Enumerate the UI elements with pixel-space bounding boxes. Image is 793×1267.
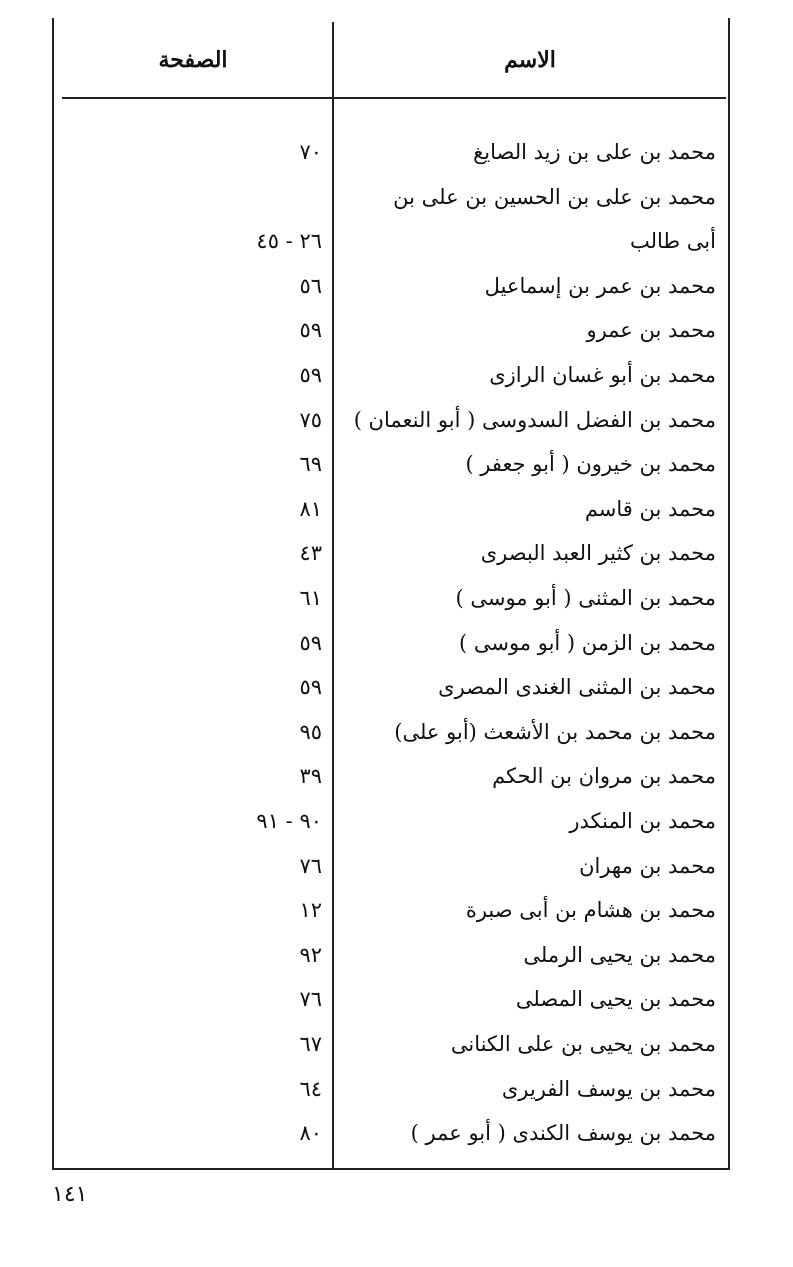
entry-page: ٥٩ <box>299 675 322 700</box>
entry-name: محمد بن عمرو <box>586 318 716 343</box>
entry-name: محمد بن على بن زيد الصايغ <box>473 140 716 164</box>
entry-name: أبى طالب <box>630 229 716 254</box>
entry-name: محمد بن على بن الحسين بن على بن <box>393 184 716 209</box>
entry-page: ٥٩ <box>299 630 322 655</box>
table-row <box>0 888 793 932</box>
table-row <box>0 219 793 263</box>
entry-page: ٤٣ <box>299 541 322 566</box>
entry-name: محمد بن المثنى ( أبو موسى ) <box>455 586 716 610</box>
table-row <box>0 844 793 888</box>
entry-page <box>60 175 322 219</box>
entry-page: ٧٦ <box>299 987 322 1012</box>
entry-name: محمد بن مروان بن الحكم <box>492 764 716 789</box>
table-row <box>0 1022 793 1066</box>
table-row <box>0 308 793 352</box>
entry-name: محمد بن يحيى المصلى <box>515 987 716 1012</box>
entry-page: ٧٠ <box>299 140 322 164</box>
page-number: ١٤١ <box>52 1182 88 1207</box>
table-row <box>0 175 793 219</box>
entry-page: ٨١ <box>299 496 322 521</box>
table-row <box>0 621 793 665</box>
header-rule <box>62 97 726 99</box>
table-row <box>0 665 793 709</box>
table-row <box>0 487 793 531</box>
entry-page: ٩٥ <box>299 719 322 744</box>
table-row <box>0 799 793 843</box>
entry-name: محمد بن يوسف الفريرى <box>501 1076 716 1101</box>
table-row <box>0 1067 793 1111</box>
table-row <box>0 576 793 620</box>
entry-page: ١٢ <box>299 898 322 923</box>
entry-page: ٧٦ <box>299 853 322 878</box>
entry-page: ٩٢ <box>299 942 322 967</box>
page-column-header: الصفحة <box>158 47 228 73</box>
table-row <box>0 1111 793 1155</box>
entry-name: محمد بن الزمن ( أبو موسى ) <box>458 630 716 655</box>
entry-page: ٦٧ <box>299 1032 322 1056</box>
entry-page: ٣٩ <box>299 764 322 789</box>
entry-page: ٦٩ <box>299 452 322 477</box>
entry-name: محمد بن يحيى الرملى <box>523 942 716 967</box>
entry-name: محمد بن المثنى الغندى المصرى <box>438 675 716 700</box>
entry-name: محمد بن مهران <box>579 853 716 878</box>
entry-name: محمد بن عمر بن إسماعيل <box>484 273 716 298</box>
entry-name: محمد بن هشام بن أبى صبرة <box>465 898 716 923</box>
table-row <box>0 353 793 397</box>
table-row <box>0 531 793 575</box>
table-row <box>0 754 793 798</box>
entry-name: محمد بن أبو غسان الرازى <box>489 363 716 387</box>
table-row <box>0 977 793 1021</box>
entry-name: محمد بن محمد بن الأشعث (أبو على) <box>394 719 716 744</box>
table-row <box>0 442 793 486</box>
entry-page: ٢٦ - ٤٥ <box>256 229 322 254</box>
entry-page: ٥٩ <box>299 318 322 343</box>
table-row <box>0 398 793 442</box>
entry-page: ٥٦ <box>299 273 322 298</box>
entry-page: ٥٩ <box>299 363 322 387</box>
entry-page: ٩٠ - ٩١ <box>256 809 322 833</box>
entry-page: ٧٥ <box>299 407 322 432</box>
entry-name: محمد بن خيرون ( أبو جعفر ) <box>465 452 716 477</box>
table-row <box>0 264 793 308</box>
name-column-header: الاسم <box>504 47 556 73</box>
table-row <box>0 933 793 977</box>
entry-name: محمد بن المنكدر <box>569 809 716 833</box>
entry-name: محمد بن قاسم <box>584 496 716 521</box>
table-row <box>0 130 793 174</box>
entry-page: ٦١ <box>299 586 322 610</box>
entry-name: محمد بن الفضل السدوسى ( أبو النعمان ) <box>353 407 716 432</box>
entry-name: محمد بن كثير العبد البصرى <box>480 541 716 566</box>
entry-page: ٨٠ <box>299 1121 322 1146</box>
table-row <box>0 710 793 754</box>
entry-name: محمد بن يوسف الكندى ( أبو عمر ) <box>410 1121 716 1146</box>
entry-name: محمد بن يحيى بن على الكنانى <box>450 1032 716 1056</box>
entry-page: ٦٤ <box>299 1076 322 1101</box>
